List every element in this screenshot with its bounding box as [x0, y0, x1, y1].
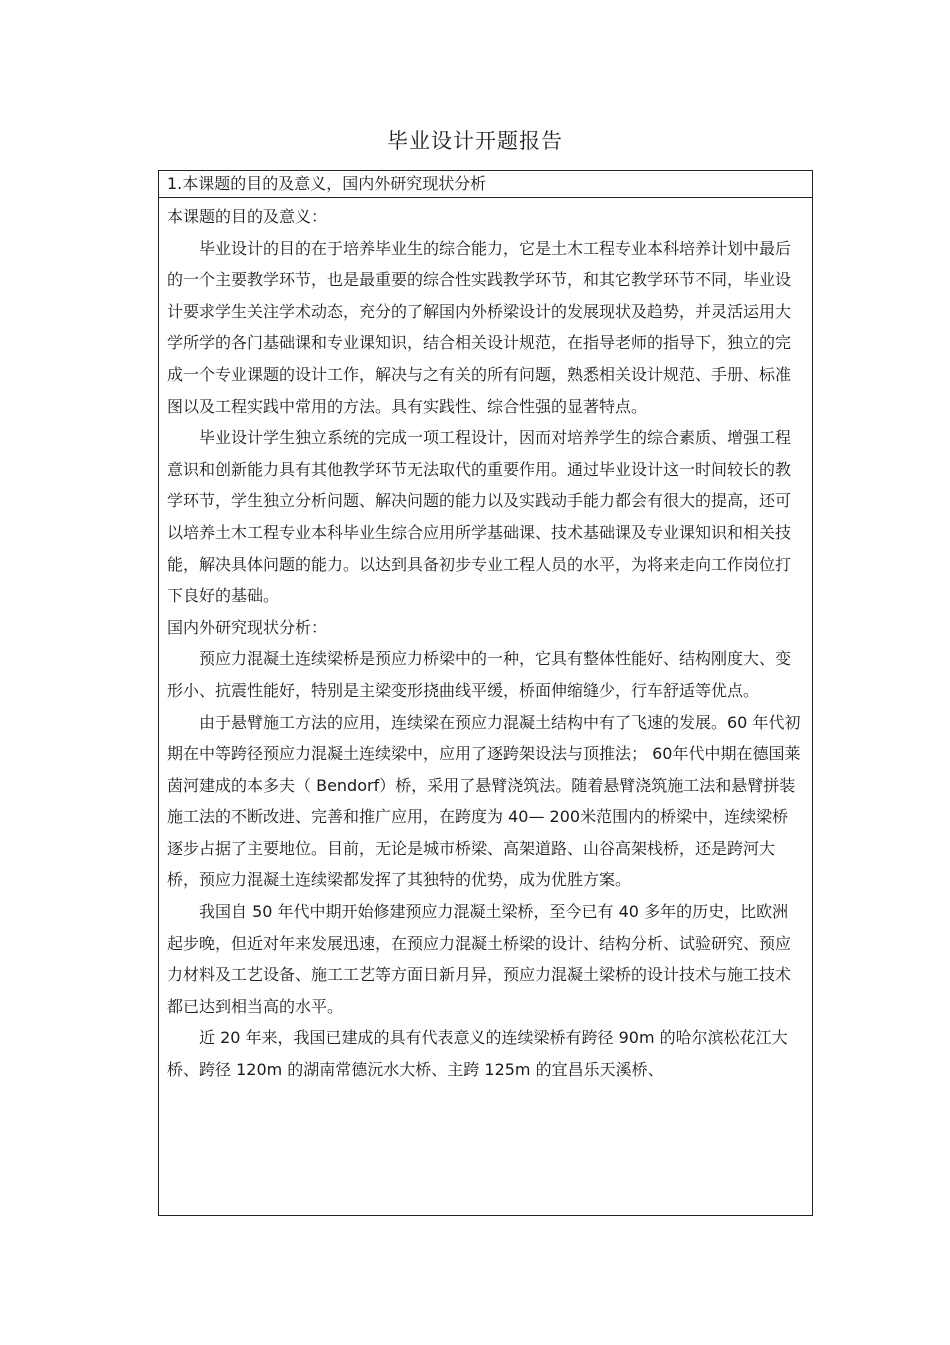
- purpose-heading: 本课题的目的及意义：: [167, 207, 328, 226]
- purpose-paragraph-1: 毕业设计的目的在于培养毕业生的综合能力，它是土木工程专业本科培养计划中最后的一个主要教学环节，也是最重要的综合性实践教学环节，和其它教学环节不同，毕业设计要求学生关注学术动态，充分的了解国内外桥梁设计的发展现状及趋势，并灵活运用大学所学的各门基础课和专业课知识，结合相关设计规范，在指导老师的指导下，独立的完成一个专业课题的设计工作，解决与之有关的所有问题，熟悉相关设计规范、手册、标准图以及工程实践中常用的方法。具有实践性、综合性强的显著特点。: [167, 238, 792, 416]
- research-paragraph-3: 我国自 50 年代中期开始修建预应力混凝土梁桥，至今已有 40 多年的历史，比欧洲起步晚，但近对年来发展迅速，在预应力混凝土桥梁的设计、结构分析、试验研究、预应力材料及工艺设备、施工工艺等方面日新月异，预应力混凝土梁桥的设计技术与施工技术都已达到相当高的水平。: [167, 902, 792, 1016]
- purpose-paragraph-2: 毕业设计学生独立系统的完成一项工程设计，因而对培养学生的综合素质、增强工程意识和创新能力具有其他教学环节无法取代的重要作用。通过毕业设计这一时间较长的教学环节，学生独立分析问题、解决问题的能力以及实践动手能力都会有很大的提高，还可以培养土木工程专业本科毕业生综合应用所学基础课、技术基础课及专业课知识和相关技能，解决具体问题的能力。以达到具备初步专业工程人员的水平，为将来走向工作岗位打下良好的基础。: [167, 428, 792, 606]
- section-header: 1.本课题的目的及意义，国内外研究现状分析: [159, 171, 812, 198]
- research-paragraph-1: 预应力混凝土连续梁桥是预应力桥梁中的一种，它具有整体性能好、结构刚度大、变形小、抗震性能好，特别是主梁变形挠曲线平缓，桥面伸缩缝少，行车舒适等优点。: [167, 649, 792, 700]
- research-heading: 国内外研究现状分析：: [167, 617, 328, 637]
- report-frame: [158, 170, 813, 1216]
- page-title: 毕业设计开题报告: [387, 129, 563, 153]
- research-paragraph-2: 由于悬臂施工方法的应用，连续梁在预应力混凝土结构中有了飞速的发展。60 年代初期在中等跨径预应力混凝土连续梁中，应用了逐跨架设法与顶推法； 60年代中期在德国莱茵河建成的本多夫（ Bendorf）桥，采用了悬臂浇筑法。随着悬臂浇筑施工法和悬臂拼装施工法的不断改进、完善和推广应用，在跨度为 40— 200米范围内的桥梁中，连续梁桥逐步占据了主要地位。目前，无论是城市桥梁、高架道路、山谷高架栈桥，还是跨河大桥，预应力混凝土连续梁都发挥了其独特的优势，成为优胜方案。: [167, 712, 801, 890]
- research-paragraph-4: 近 20 年来，我国已建成的具有代表意义的连续梁桥有跨径 90m 的哈尔滨松花江大桥、跨径 120m 的湖南常德沅水大桥、主跨 125m 的宜昌乐天溪桥、: [167, 1028, 788, 1080]
- report-content: [159, 198, 812, 1086]
